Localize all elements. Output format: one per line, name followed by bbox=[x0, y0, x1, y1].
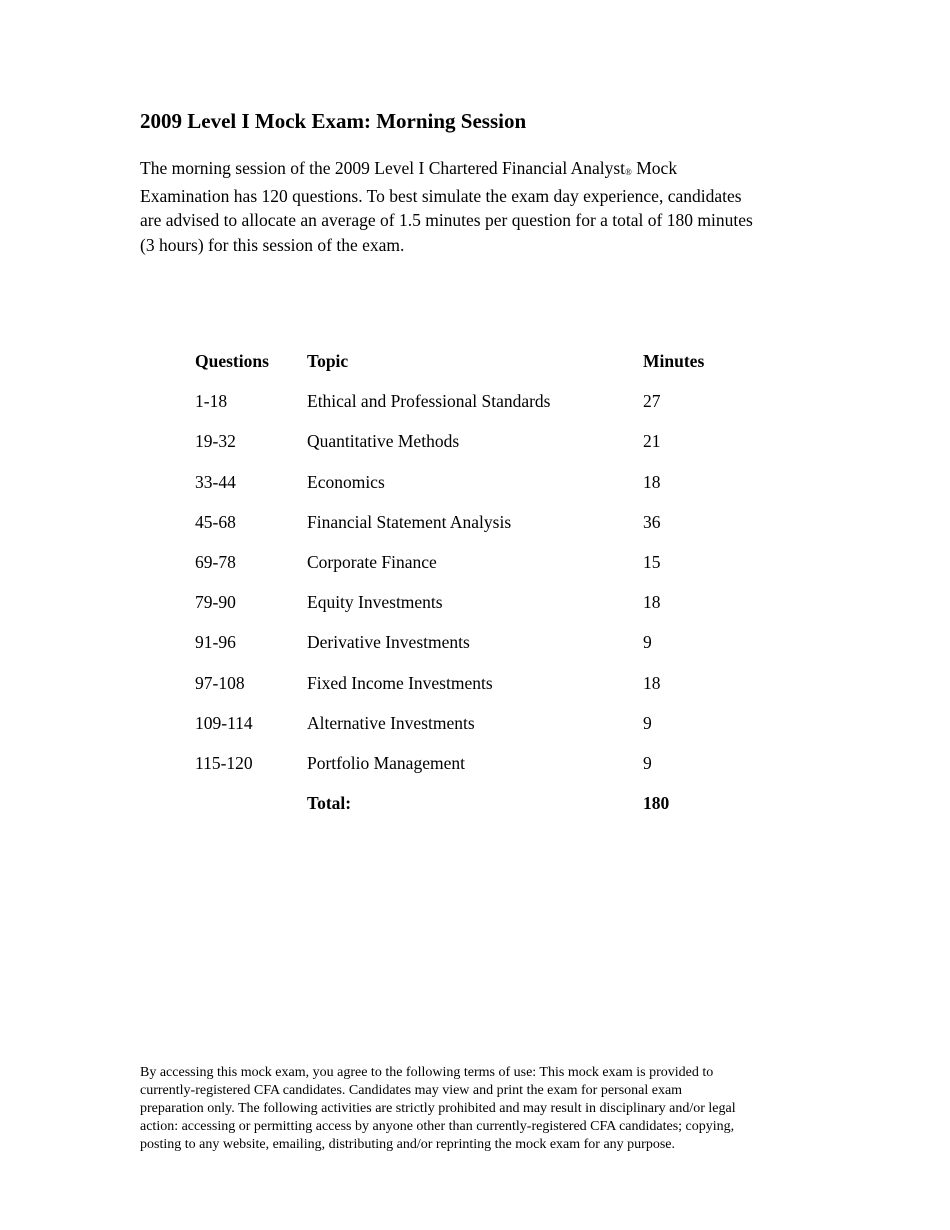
cell-topic: Economics bbox=[307, 471, 385, 492]
cell-minutes: 9 bbox=[643, 632, 652, 653]
cell-questions: 33-44 bbox=[195, 471, 236, 492]
cell-questions: 91-96 bbox=[195, 632, 236, 653]
table-header-row bbox=[195, 351, 723, 391]
header-minutes: Minutes bbox=[643, 351, 705, 371]
cell-minutes: 9 bbox=[643, 712, 652, 733]
intro-line-3: are advised to allocate an average of 1.5 minutes per question for a total of 180 minutes bbox=[140, 210, 753, 230]
terms-line-3: preparation only. The following activities are strictly prohibited and may result in disciplinary and/or legal bbox=[140, 1101, 736, 1116]
cell-topic: Quantitative Methods bbox=[307, 431, 460, 452]
cell-topic: Equity Investments bbox=[307, 592, 443, 613]
intro-line-1-end: Mock bbox=[631, 158, 678, 178]
cell-minutes: 18 bbox=[643, 471, 661, 492]
intro-line-1-text: The morning session of the 2009 Level I Chartered Financial Analyst bbox=[140, 158, 626, 178]
cell-minutes: 18 bbox=[643, 592, 661, 613]
table-row bbox=[195, 673, 723, 713]
cell-empty bbox=[195, 793, 307, 833]
cell-questions: 69-78 bbox=[195, 551, 236, 572]
table-row bbox=[195, 512, 723, 552]
table-row bbox=[195, 552, 723, 592]
cell-topic: Fixed Income Investments bbox=[307, 672, 493, 693]
cell-topic: Corporate Finance bbox=[307, 551, 437, 572]
header-topic: Topic bbox=[307, 351, 349, 371]
terms-line-1: By accessing this mock exam, you agree to the following terms of use: This mock exam is provided to bbox=[140, 1065, 714, 1080]
table-row bbox=[195, 753, 723, 793]
cell-questions: 45-68 bbox=[195, 511, 236, 532]
cell-minutes: 15 bbox=[643, 551, 661, 572]
cell-topic: Ethical and Professional Standards bbox=[307, 391, 551, 412]
total-minutes: 180 bbox=[643, 793, 670, 814]
cell-minutes: 21 bbox=[643, 431, 661, 452]
cell-minutes: 9 bbox=[643, 752, 652, 773]
cell-questions: 79-90 bbox=[195, 592, 236, 613]
table-row bbox=[195, 391, 723, 431]
cell-minutes: 36 bbox=[643, 511, 661, 532]
cell-questions: 97-108 bbox=[195, 672, 245, 693]
cell-minutes: 18 bbox=[643, 672, 661, 693]
table-row bbox=[195, 431, 723, 471]
terms-of-use bbox=[140, 1064, 820, 1154]
cell-questions: 19-32 bbox=[195, 431, 236, 452]
intro-line-1 bbox=[140, 156, 810, 184]
table-total-row bbox=[195, 793, 723, 833]
terms-line-4: action: accessing or permitting access by anyone other than currently-registered CFA candidates; copying, bbox=[140, 1119, 735, 1134]
cell-questions: 1-18 bbox=[195, 391, 228, 412]
header-questions: Questions bbox=[195, 351, 269, 371]
cell-questions: 115-120 bbox=[195, 752, 253, 773]
terms-line-5: posting to any website, emailing, distributing and/or reprinting the mock exam for any purpose. bbox=[140, 1137, 676, 1152]
intro-line-2: Examination has 120 questions. To best simulate the exam day experience, candidates bbox=[140, 185, 742, 206]
cell-minutes: 27 bbox=[643, 391, 661, 412]
intro-paragraph bbox=[140, 156, 810, 257]
total-label: Total: bbox=[307, 793, 352, 814]
session-schedule-table bbox=[195, 351, 723, 833]
table-row bbox=[195, 632, 723, 672]
table-row bbox=[195, 472, 723, 512]
page-title: 2009 Level I Mock Exam: Morning Session bbox=[140, 109, 527, 133]
cell-topic: Financial Statement Analysis bbox=[307, 511, 512, 532]
cell-topic: Portfolio Management bbox=[307, 752, 465, 773]
table-row bbox=[195, 592, 723, 632]
table-row bbox=[195, 713, 723, 753]
cell-questions: 109-114 bbox=[195, 712, 253, 733]
terms-line-2: currently-registered CFA candidates. Candidates may view and print the exam for personal exam bbox=[140, 1083, 683, 1098]
cell-topic: Derivative Investments bbox=[307, 632, 470, 653]
intro-line-4: (3 hours) for this session of the exam. bbox=[140, 234, 405, 255]
registered-trademark: ® bbox=[625, 167, 632, 177]
cell-topic: Alternative Investments bbox=[307, 712, 475, 733]
